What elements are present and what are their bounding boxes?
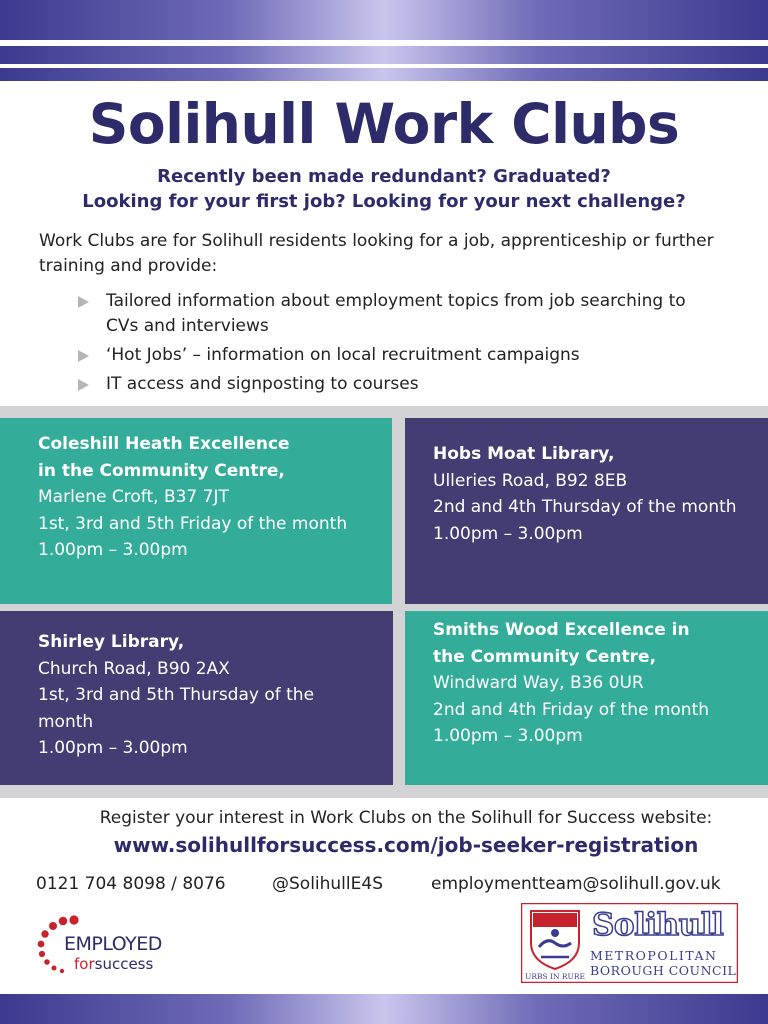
location-name: Smiths Wood Excellence in	[433, 620, 690, 640]
triangle-bullet-icon	[78, 379, 89, 391]
location-address: Ulleries Road, B92 8EB	[433, 470, 628, 491]
location-name: Shirley Library,	[38, 632, 185, 652]
location-schedule: 1st, 3rd and 5th Thursday of the month	[38, 685, 315, 732]
top-gradient-band	[0, 0, 768, 40]
location-time: 1.00pm – 3.00pm	[433, 726, 583, 746]
feature-list	[78, 289, 718, 401]
location-schedule: 1st, 3rd and 5th Friday of the month	[38, 513, 348, 534]
location-name: Hobs Moat Library,	[433, 444, 615, 464]
location-card-shirley	[0, 611, 393, 785]
location-address: Church Road, B90 2AX	[38, 658, 230, 679]
list-item	[78, 289, 718, 339]
subtitle-line-2: Looking for your first job? Looking for your next challenge?	[82, 191, 686, 212]
twitter-handle[interactable]: @SolihullE4S	[272, 874, 383, 894]
logo-for: for	[74, 955, 95, 973]
location-name-cont: in the Community Centre,	[38, 460, 285, 481]
council-subtitle-1: METROPOLITAN	[590, 948, 718, 963]
logo-success: success	[94, 955, 154, 973]
locations-grid	[0, 406, 768, 798]
top-gradient-stripe-thin	[0, 68, 768, 81]
location-schedule: 2nd and 4th Thursday of the month	[433, 497, 737, 517]
employed-logo-text: EMPLOYED	[64, 933, 162, 955]
email-address[interactable]: employmentteam@solihull.gov.uk	[431, 874, 721, 894]
list-item-text: ‘Hot Jobs’ – information on local recruitment campaigns	[106, 345, 580, 365]
triangle-bullet-icon	[78, 296, 89, 308]
subtitle-line-1: Recently been made redundant? Graduated?	[157, 166, 611, 187]
register-text: Register your interest in Work Clubs on the Solihull for Success website:	[99, 808, 713, 828]
bottom-gradient-band	[0, 994, 768, 1024]
location-card-coleshill	[0, 418, 392, 604]
triangle-bullet-icon	[78, 350, 89, 362]
location-name: Coleshill Heath Excellence	[38, 434, 290, 454]
list-item-text: IT access and signposting to courses	[106, 374, 419, 394]
location-card-hobs-moat	[405, 418, 768, 604]
council-subtitle-2: BOROUGH COUNCIL	[590, 963, 737, 978]
forsuccess-logo-text	[74, 955, 153, 973]
list-item-text: Tailored information about employment topics from job searching to CVs and interviews	[106, 291, 686, 336]
location-address: Marlene Croft, B37 7JT	[38, 487, 229, 507]
council-name: Solihull	[592, 907, 724, 943]
location-address: Windward Way, B36 0UR	[433, 673, 644, 693]
list-item	[78, 372, 718, 397]
location-name-cont: the Community Centre,	[433, 646, 657, 667]
website-link[interactable]: www.solihullforsuccess.com/job-seeker-registration	[113, 833, 699, 857]
location-time: 1.00pm – 3.00pm	[433, 523, 583, 544]
phone-number: 0121 704 8098 / 8076	[36, 874, 226, 894]
location-schedule: 2nd and 4th Friday of the month	[433, 699, 710, 720]
intro-text: Work Clubs are for Solihull residents looking for a job, apprenticeship or further training and provide:	[39, 231, 714, 276]
crest-motto: URBS IN RURE	[525, 972, 585, 981]
location-card-smiths-wood	[405, 611, 768, 785]
page-title: Solihull Work Clubs	[88, 92, 680, 156]
subtitle	[0, 164, 768, 214]
crest-shield-icon	[531, 911, 579, 969]
location-time: 1.00pm – 3.00pm	[38, 738, 188, 758]
location-time: 1.00pm – 3.00pm	[38, 540, 188, 560]
top-gradient-stripe	[0, 46, 768, 64]
list-item	[78, 343, 718, 368]
